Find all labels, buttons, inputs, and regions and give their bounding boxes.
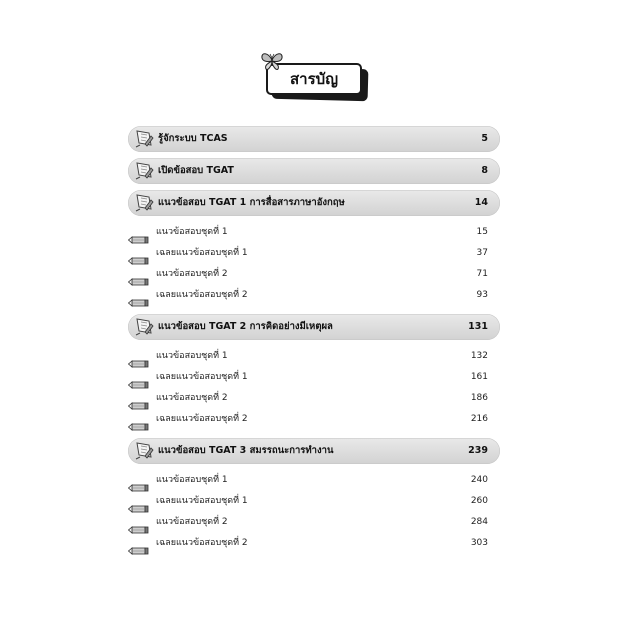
toc-item xyxy=(128,346,500,367)
toc-item xyxy=(128,388,500,409)
item-page-number: 303 xyxy=(470,538,488,548)
section-title: เปิดข้อสอบ TGAT xyxy=(158,165,234,176)
section-page-number: 5 xyxy=(481,133,488,144)
item-title: แนวข้อสอบชุดที่ 2 xyxy=(156,393,228,403)
item-title: แนวข้อสอบชุดที่ 2 xyxy=(156,517,228,527)
pencil-icon xyxy=(128,395,150,403)
toc-item xyxy=(128,409,500,430)
pencil-icon xyxy=(128,292,150,300)
pencil-icon xyxy=(128,519,150,527)
toc-item xyxy=(128,264,500,285)
toc-item xyxy=(128,491,500,512)
butterfly-icon xyxy=(260,50,284,72)
pencil-icon xyxy=(128,229,150,237)
item-page-number: 260 xyxy=(470,496,488,506)
pencil-icon xyxy=(128,477,150,485)
toc-item xyxy=(128,512,500,533)
pencil-icon xyxy=(128,498,150,506)
item-page-number: 240 xyxy=(470,475,488,485)
toc-item xyxy=(128,367,500,388)
notepad-pencil-icon xyxy=(134,316,154,338)
notepad-pencil-icon xyxy=(134,192,154,214)
item-title: แนวข้อสอบชุดที่ 1 xyxy=(156,351,228,361)
item-title: เฉลยแนวข้อสอบชุดที่ 2 xyxy=(156,414,248,424)
toc-item xyxy=(128,222,500,243)
item-page-number: 186 xyxy=(470,393,488,403)
item-title: แนวข้อสอบชุดที่ 1 xyxy=(156,475,228,485)
notepad-pencil-icon xyxy=(134,160,154,182)
section-page-number: 8 xyxy=(481,165,488,176)
notepad-pencil-icon xyxy=(134,128,154,150)
toc-item xyxy=(128,243,500,264)
toc-section xyxy=(128,158,500,184)
section-page-number: 131 xyxy=(468,321,488,332)
item-page-number: 71 xyxy=(476,269,488,279)
pencil-icon xyxy=(128,250,150,258)
pencil-icon xyxy=(128,374,150,382)
toc-section xyxy=(128,314,500,340)
toc-item xyxy=(128,285,500,306)
pencil-icon xyxy=(128,353,150,361)
pencil-icon xyxy=(128,416,150,424)
toc-section xyxy=(128,190,500,216)
item-title: แนวข้อสอบชุดที่ 1 xyxy=(156,227,228,237)
section-title: แนวข้อสอบ TGAT 1 การสื่อสารภาษาอังกฤษ xyxy=(158,197,345,208)
toc-item xyxy=(128,533,500,554)
item-title: เฉลยแนวข้อสอบชุดที่ 1 xyxy=(156,372,248,382)
item-page-number: 161 xyxy=(470,372,488,382)
item-title: เฉลยแนวข้อสอบชุดที่ 2 xyxy=(156,290,248,300)
item-page-number: 216 xyxy=(470,414,488,424)
pencil-icon xyxy=(128,271,150,279)
item-page-number: 15 xyxy=(476,227,488,237)
table-of-contents xyxy=(128,126,500,554)
toc-section xyxy=(128,438,500,464)
page-title-badge xyxy=(262,50,372,102)
item-title: เฉลยแนวข้อสอบชุดที่ 1 xyxy=(156,248,248,258)
toc-section xyxy=(128,126,500,152)
section-title: แนวข้อสอบ TGAT 2 การคิดอย่างมีเหตุผล xyxy=(158,321,333,332)
section-page-number: 14 xyxy=(474,197,488,208)
item-title: แนวข้อสอบชุดที่ 2 xyxy=(156,269,228,279)
item-title: เฉลยแนวข้อสอบชุดที่ 2 xyxy=(156,538,248,548)
section-title: แนวข้อสอบ TGAT 3 สมรรถนะการทำงาน xyxy=(158,445,334,456)
toc-item xyxy=(128,470,500,491)
notepad-pencil-icon xyxy=(134,440,154,462)
item-page-number: 37 xyxy=(476,248,488,258)
item-page-number: 132 xyxy=(470,351,488,361)
item-title: เฉลยแนวข้อสอบชุดที่ 1 xyxy=(156,496,248,506)
section-page-number: 239 xyxy=(468,445,488,456)
item-page-number: 284 xyxy=(470,517,488,527)
page-title: สารบัญ xyxy=(266,63,362,95)
item-page-number: 93 xyxy=(476,290,488,300)
pencil-icon xyxy=(128,540,150,548)
section-title: รู้จักระบบ TCAS xyxy=(158,133,228,144)
